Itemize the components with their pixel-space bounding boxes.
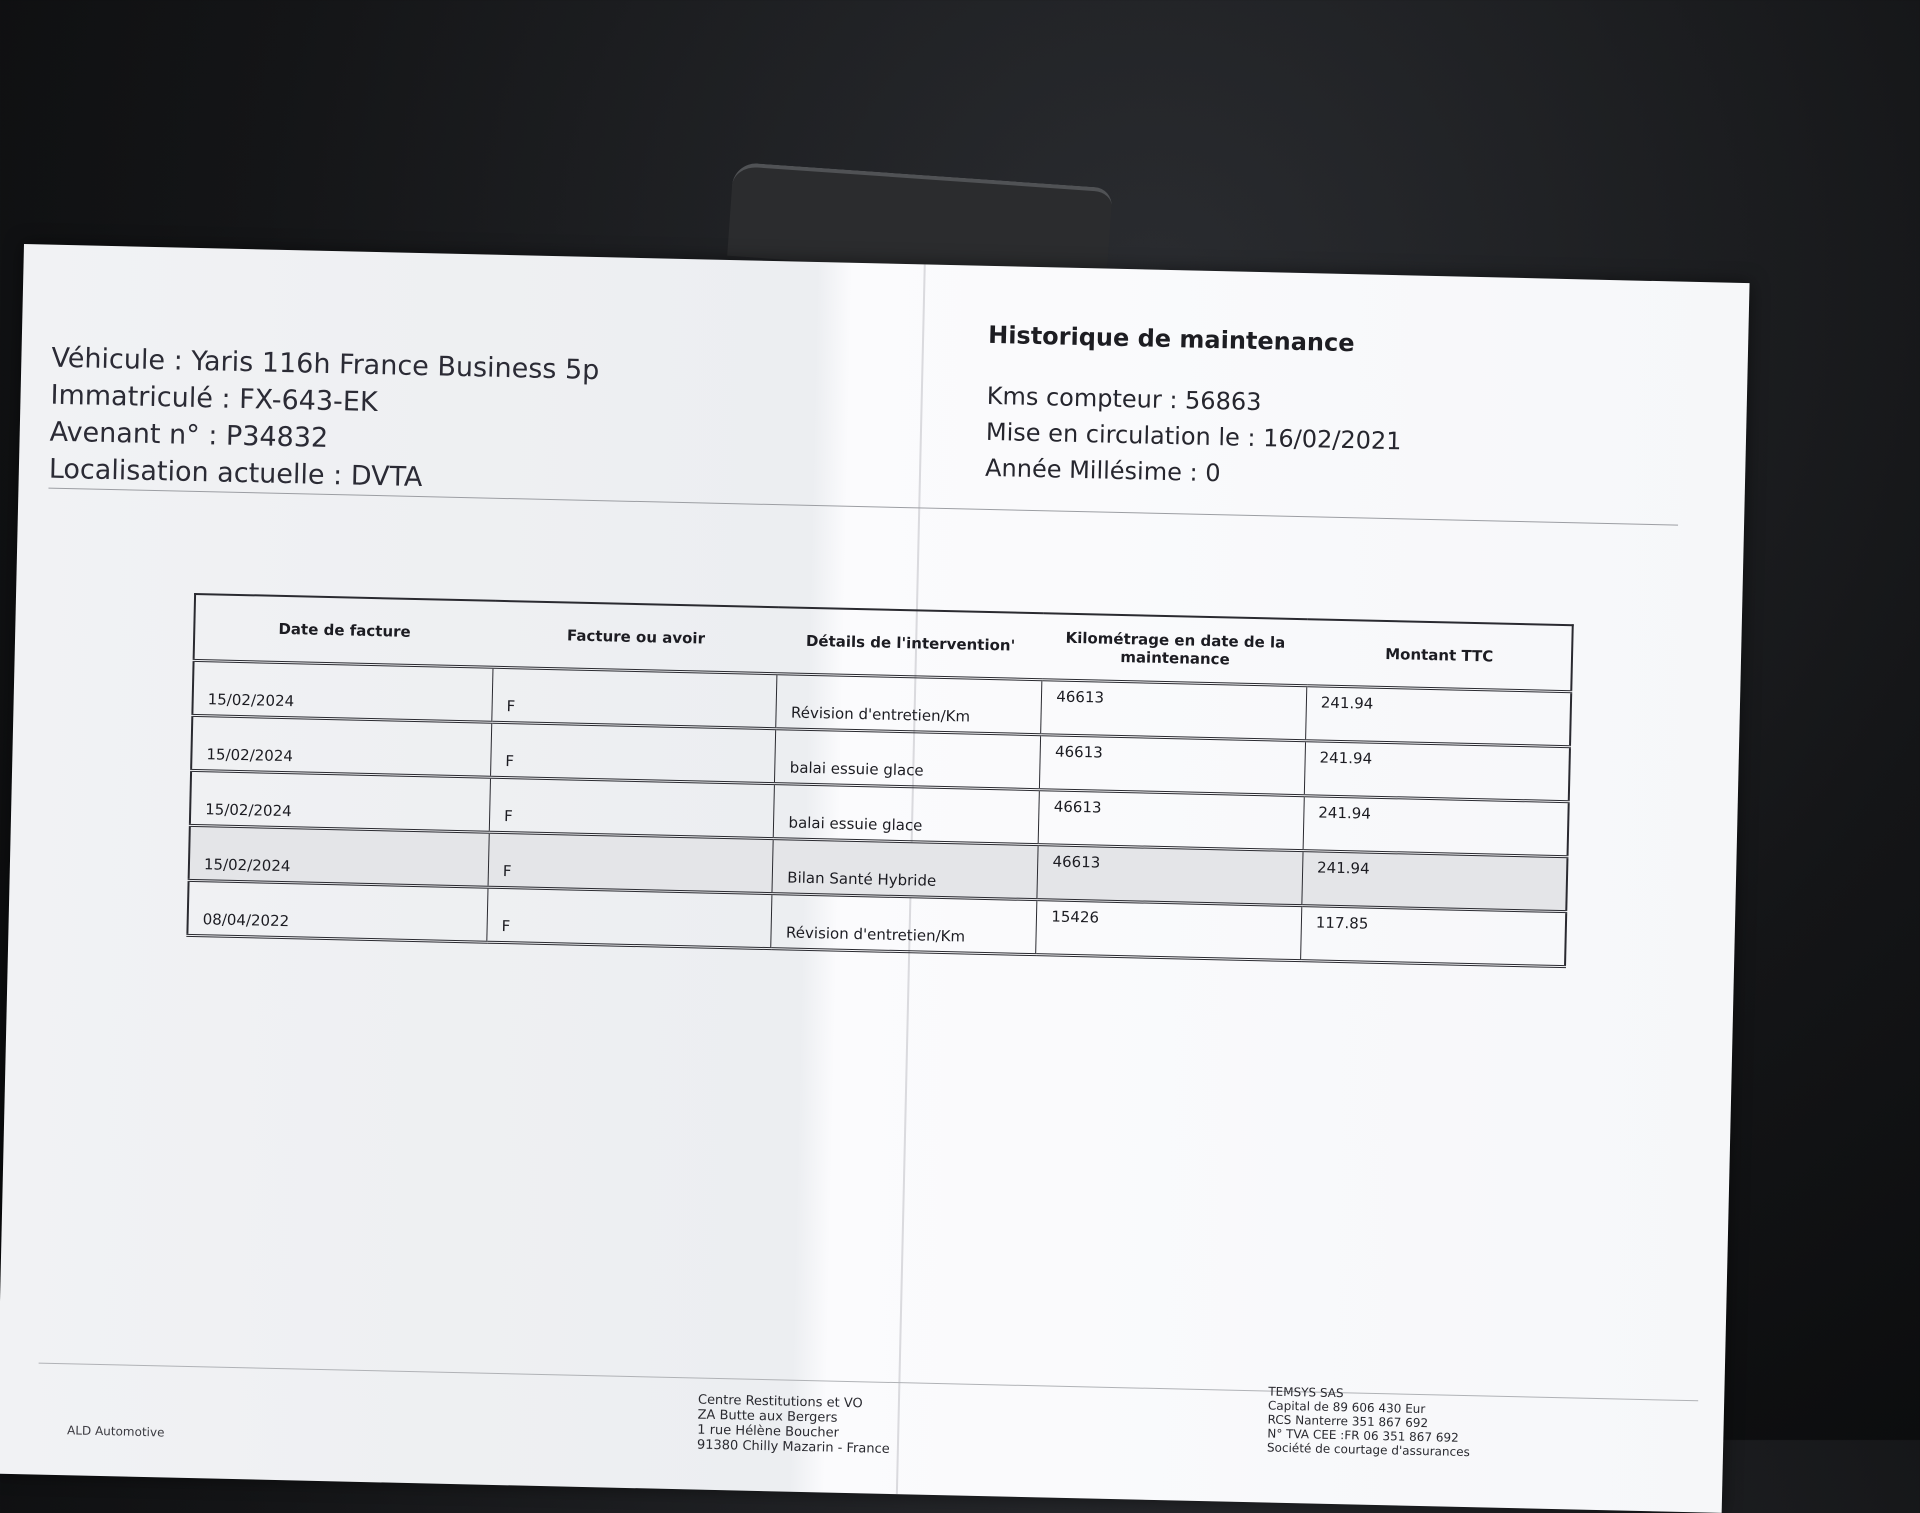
cell-km: 15426 bbox=[1036, 900, 1302, 961]
cell-amount: 241.94 bbox=[1303, 796, 1569, 857]
vehicle-plate: Immatriculé : FX-643-EK bbox=[50, 379, 378, 419]
vehicle-model: Véhicule : Yaris 116h France Business 5p bbox=[51, 342, 600, 387]
header-divider bbox=[48, 488, 1678, 526]
cell-amount: 241.94 bbox=[1305, 686, 1571, 747]
footer-address bbox=[697, 1393, 891, 1457]
cell-type: F bbox=[492, 667, 778, 728]
model-year: Année Millésime : 0 bbox=[984, 453, 1221, 488]
cell-amount: 241.94 bbox=[1304, 741, 1570, 802]
cell-type: F bbox=[489, 777, 775, 838]
cell-details: balai essuie glace bbox=[774, 784, 1040, 845]
cell-type: F bbox=[488, 832, 774, 893]
footer-company-line: Société de courtage d'assurances bbox=[1266, 1440, 1470, 1460]
cell-details: Révision d'entretien/Km bbox=[776, 674, 1042, 735]
footer-address-line: 91380 Chilly Mazarin - France bbox=[696, 1437, 890, 1457]
cell-km: 46613 bbox=[1041, 680, 1307, 741]
col-header-type: Facture ou avoir bbox=[493, 601, 779, 674]
cell-date: 15/02/2024 bbox=[191, 715, 492, 777]
maintenance-table bbox=[186, 593, 1573, 968]
registration-date: Mise en circulation le : 16/02/2021 bbox=[985, 417, 1402, 456]
vehicle-meta bbox=[985, 378, 1403, 495]
footer-company-line: RCS Nanterre 351 867 692 bbox=[1267, 1412, 1429, 1431]
odometer: Kms compteur : 56863 bbox=[986, 381, 1262, 417]
cell-type: F bbox=[487, 887, 773, 948]
cell-details: balai essuie glace bbox=[775, 729, 1041, 790]
footer-brand: ALD Automotive bbox=[66, 1423, 165, 1440]
footer-company-line: TEMSYS SAS bbox=[1268, 1384, 1344, 1401]
footer-company-line: Capital de 89 606 430 Eur bbox=[1267, 1398, 1426, 1417]
cell-km: 46613 bbox=[1038, 790, 1304, 851]
document-title: Historique de maintenance bbox=[987, 320, 1355, 358]
cell-date: 08/04/2022 bbox=[187, 880, 488, 942]
vehicle-location: Localisation actuelle : DVTA bbox=[48, 453, 423, 494]
col-header-details: Détails de l'intervention' bbox=[777, 607, 1043, 679]
footer-address-line: 1 rue Hélène Boucher bbox=[697, 1422, 840, 1441]
vehicle-info bbox=[48, 340, 599, 500]
cell-type: F bbox=[491, 722, 777, 783]
footer-company bbox=[1267, 1385, 1471, 1460]
cell-date: 15/02/2024 bbox=[189, 825, 490, 887]
col-header-date: Date de facture bbox=[194, 594, 495, 667]
vehicle-avenant: Avenant n° : P34832 bbox=[49, 416, 329, 454]
cell-km: 46613 bbox=[1040, 735, 1306, 796]
cell-amount: 117.85 bbox=[1301, 906, 1567, 967]
col-header-amount: Montant TTC bbox=[1307, 619, 1573, 691]
cell-date: 15/02/2024 bbox=[192, 660, 493, 722]
maintenance-document bbox=[0, 244, 1750, 1513]
cell-details: Bilan Santé Hybride bbox=[772, 839, 1038, 900]
col-header-km: Kilométrage en date de la maintenance bbox=[1042, 613, 1308, 685]
cell-date: 15/02/2024 bbox=[190, 770, 491, 832]
footer-address-line: ZA Butte aux Bergers bbox=[697, 1407, 838, 1426]
cell-details: Révision d'entretien/Km bbox=[771, 894, 1037, 955]
footer-address-line: Centre Restitutions et VO bbox=[697, 1392, 863, 1412]
footer-company-line: N° TVA CEE :FR 06 351 867 692 bbox=[1267, 1426, 1459, 1445]
cell-km: 46613 bbox=[1037, 845, 1303, 906]
cell-amount: 241.94 bbox=[1302, 851, 1568, 912]
